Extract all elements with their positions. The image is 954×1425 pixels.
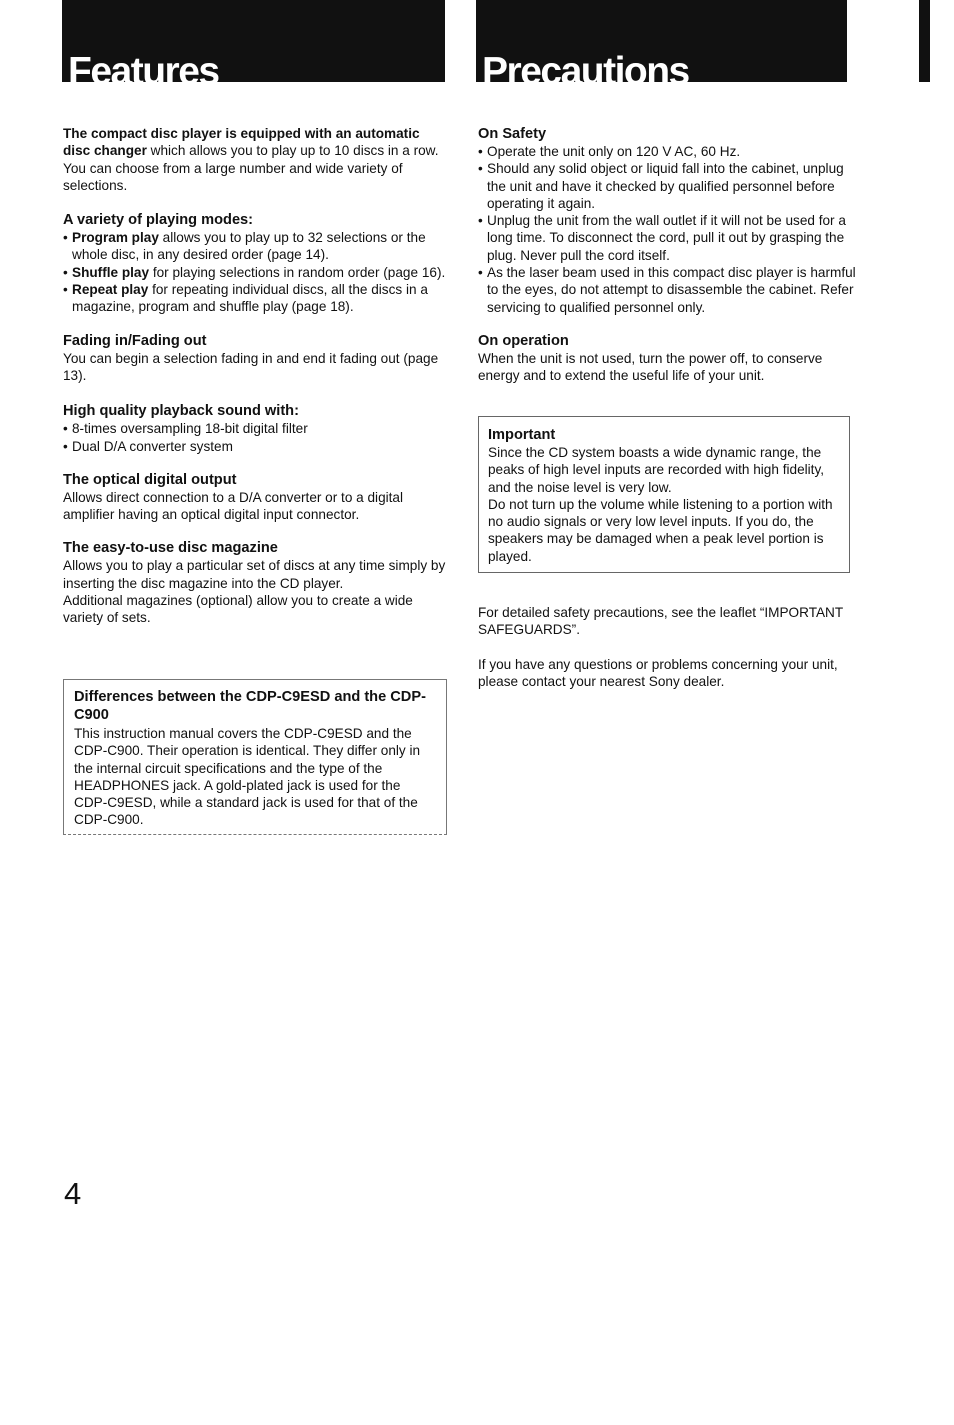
important-text-volume: Do not turn up the volume while listening to a portion with no audio signals or very low level inputs. If you do, the speakers may be damaged when a peak level portion is played. [488, 496, 833, 564]
safety-heading: On Safety [478, 126, 547, 142]
operation-heading: On operation [478, 332, 569, 349]
list-item: • Should any solid object or liquid fall into the cabinet, unplug the unit and have it checked by qualified personnel before operating it again. [478, 160, 858, 212]
dealer-note: If you have any questions or problems concerning your unit, please contact your nearest Sony dealer. [478, 657, 838, 690]
list-item [63, 264, 448, 281]
operation-text: When the unit is not used, turn the power off, to conserve energy and to extend the useful life of your unit. [478, 350, 823, 384]
list-item: • Dual D/A converter system [63, 438, 448, 455]
mode-name: Shuffle play [72, 264, 150, 280]
features-banner [62, 0, 445, 93]
list-item: • As the laser beam used in this compact disc player is harmful to the eyes, do not attempt to disassemble the cabinet. Refer servicing to qualified personnel only. [478, 264, 858, 316]
playing-modes-heading: A variety of playing modes: [63, 212, 254, 229]
list-item: • Unplug the unit from the wall outlet if it will not be used for a long time. To disconnect the cord, pull it out by grasping the plug. Never pull the cord itself. [478, 212, 858, 264]
list-item [63, 281, 448, 316]
playing-modes-list [63, 229, 448, 315]
precautions-title: Precautions [482, 49, 689, 93]
differences-box [63, 679, 447, 835]
features-column [63, 125, 448, 627]
fading-heading: Fading in/Fading out [63, 332, 207, 349]
high-quality-heading: High quality playback sound with: [63, 403, 299, 420]
mode-desc: for playing selections in random order (page 16). [149, 264, 446, 280]
important-heading: Important [488, 427, 556, 443]
optical-text: Allows direct connection to a D/A converter or to a digital amplifier having an optical digital input connector. [63, 489, 404, 523]
precautions-column [478, 125, 858, 385]
fading-text: You can begin a selection fading in and end it fading out (page 13). [63, 350, 439, 383]
differences-text: This instruction manual covers the CDP-C9ESD and the CDP-C900. Their operation is identical. They differ only in the internal circuit specifications and the type of the HEADPHONES jack. A gold-plated jack is used for the CDP-C9ESD, while a standard jack is used for that of the CDP-C900. [74, 726, 421, 828]
page-number: 4 [64, 1176, 82, 1211]
safety-list [478, 143, 858, 316]
magazine-heading: The easy-to-use disc magazine [63, 540, 278, 557]
mode-name: Program play [72, 230, 159, 246]
list-item: • Operate the unit only on 120 V AC, 60 Hz. [478, 143, 858, 160]
magazine-text: Allows you to play a particular set of discs at any time simply by inserting the disc magazine into the CD player. [63, 558, 446, 591]
intro-rest: which allows you to play up to 10 discs in a row. You can choose from a large number and wide variety of selections. [63, 143, 439, 193]
differences-heading: Differences between the CDP-C9ESD and the CDP-C900 [74, 689, 426, 723]
mode-desc: allows you to play up to 32 selections or the whole disc, in any desired order (page 14). [72, 230, 426, 263]
mode-name: Repeat play [72, 282, 149, 298]
mode-desc: for repeating individual discs, all the discs in a magazine, program and shuffle play (page 18). [72, 282, 428, 315]
page-edge-tab [919, 0, 930, 82]
leaflet-note: For detailed safety precautions, see the leaflet “IMPORTANT SAFEGUARDS”. [478, 605, 843, 638]
list-item [63, 229, 448, 264]
features-title: Features [68, 49, 219, 93]
list-item: • 8-times oversampling 18-bit digital filter [63, 420, 448, 437]
magazine-text-additional: Additional magazines (optional) allow you to create a wide variety of sets. [63, 593, 413, 626]
intro-bold: The compact disc player is equipped with an automatic disc changer [63, 126, 420, 159]
important-box [478, 416, 850, 573]
features-intro [63, 125, 448, 194]
high-quality-list [63, 420, 448, 455]
important-text: Since the CD system boasts a wide dynamic range, the peaks of high level inputs are recorded with high fidelity, and the noise level is very low. [488, 445, 825, 495]
optical-heading: The optical digital output [63, 471, 237, 488]
precautions-banner [476, 0, 847, 93]
